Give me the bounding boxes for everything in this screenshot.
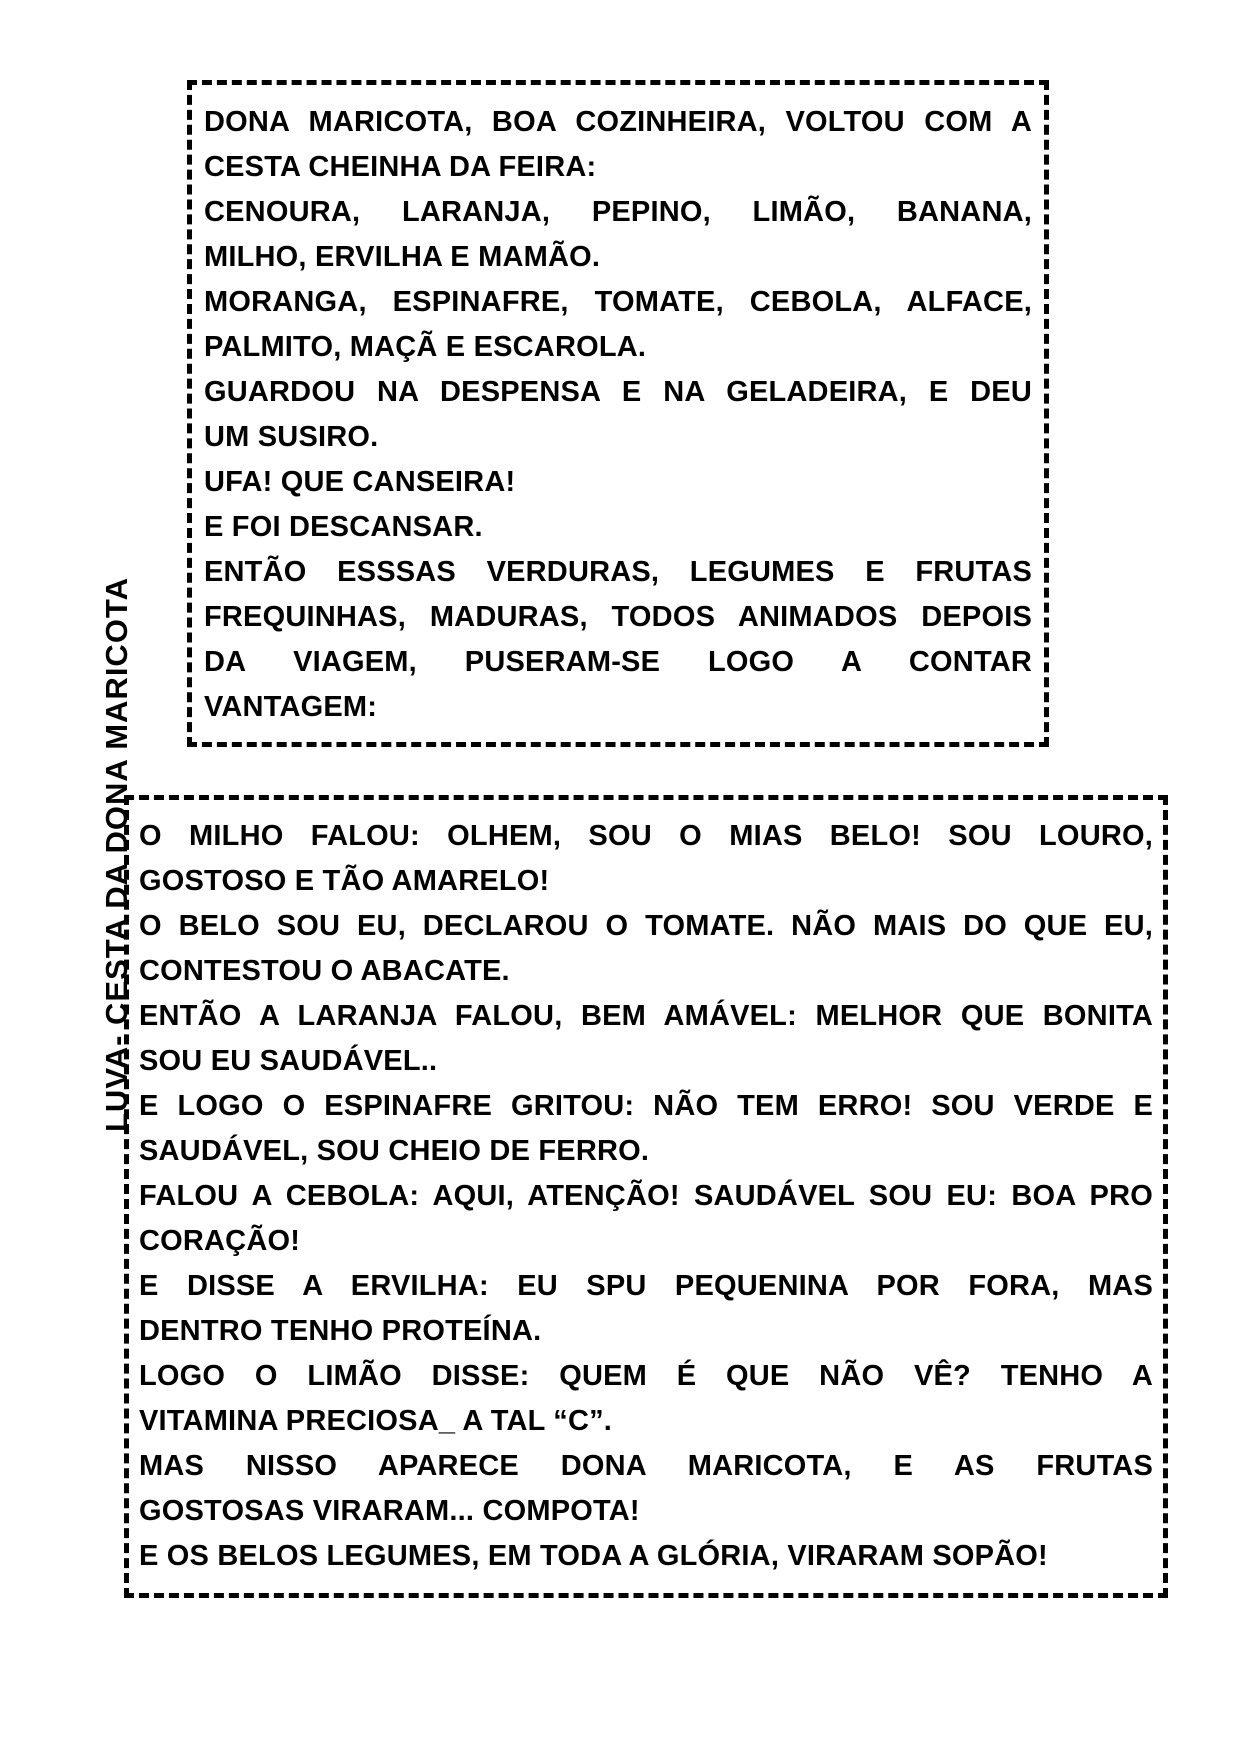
text-line: UM SUSIRO. [204,421,379,453]
intro-text-box [187,80,1049,747]
text-line: GUARDOU NA DESPENSA E NA GELADEIRA, E DEU [204,376,1032,408]
text-line: E OS BELOS LEGUMES, EM TODA A GLÓRIA, VIRARAM SOPÃO! [139,1540,1048,1572]
text-line: E LOGO O ESPINAFRE GRITOU: NÃO TEM ERRO! SOU VERDE E [139,1090,1153,1122]
text-line: MORANGA, ESPINAFRE, TOMATE, CEBOLA, ALFACE, [204,286,1032,318]
text-line: SAUDÁVEL, SOU CHEIO DE FERRO. [139,1135,650,1167]
text-line: MILHO, ERVILHA E MAMÃO. [204,241,601,273]
text-line: VITAMINA PRECIOSA_ A TAL “C”. [139,1405,613,1437]
text-line: E FOI DESCANSAR. [204,511,483,543]
text-line: CORAÇÃO! [139,1225,301,1257]
text-line: DENTRO TENHO PROTEÍNA. [139,1315,542,1347]
text-line: ENTÃO ESSSAS VERDURAS, LEGUMES E FRUTAS [204,556,1032,588]
text-line: MAS NISSO APARECE DONA MARICOTA, E AS FRUTAS [139,1450,1153,1482]
text-line: CESTA CHEINHA DA FEIRA: [204,151,597,183]
text-line: SOU EU SAUDÁVEL.. [139,1045,438,1077]
text-line: DONA MARICOTA, BOA COZINHEIRA, VOLTOU COM A [204,106,1032,138]
text-line: UFA! QUE CANSEIRA! [204,466,516,498]
text-line: FREQUINHAS, MADURAS, TODOS ANIMADOS DEPOIS [204,601,1032,633]
text-line: FALOU A CEBOLA: AQUI, ATENÇÃO! SAUDÁVEL SOU EU: BOA PRO [139,1180,1153,1212]
text-line: GOSTOSO E TÃO AMARELO! [139,865,550,897]
text-line: LOGO O LIMÃO DISSE: QUEM É QUE NÃO VÊ? TENHO A [139,1360,1153,1392]
side-title: LUVA- CESTA DA DONA MARICOTA [99,577,134,1132]
text-line: VANTAGEM: [204,691,378,723]
text-line: E DISSE A ERVILHA: EU SPU PEQUENINA POR FORA, MAS [139,1270,1153,1302]
text-line: GOSTOSAS VIRARAM... COMPOTA! [139,1495,640,1527]
text-line: DA VIAGEM, PUSERAM-SE LOGO A CONTAR [204,646,1032,678]
text-line: CONTESTOU O ABACATE. [139,955,510,987]
text-line: O MILHO FALOU: OLHEM, SOU O MIAS BELO! SOU LOURO, [139,820,1153,852]
text-line: O BELO SOU EU, DECLAROU O TOMATE. NÃO MAIS DO QUE EU, [139,910,1153,942]
text-line: CENOURA, LARANJA, PEPINO, LIMÃO, BANANA, [204,196,1032,228]
text-line: ENTÃO A LARANJA FALOU, BEM AMÁVEL: MELHOR QUE BONITA [139,1000,1153,1032]
text-line: PALMITO, MAÇÃ E ESCAROLA. [204,331,647,363]
dialogue-text-box [124,795,1168,1598]
